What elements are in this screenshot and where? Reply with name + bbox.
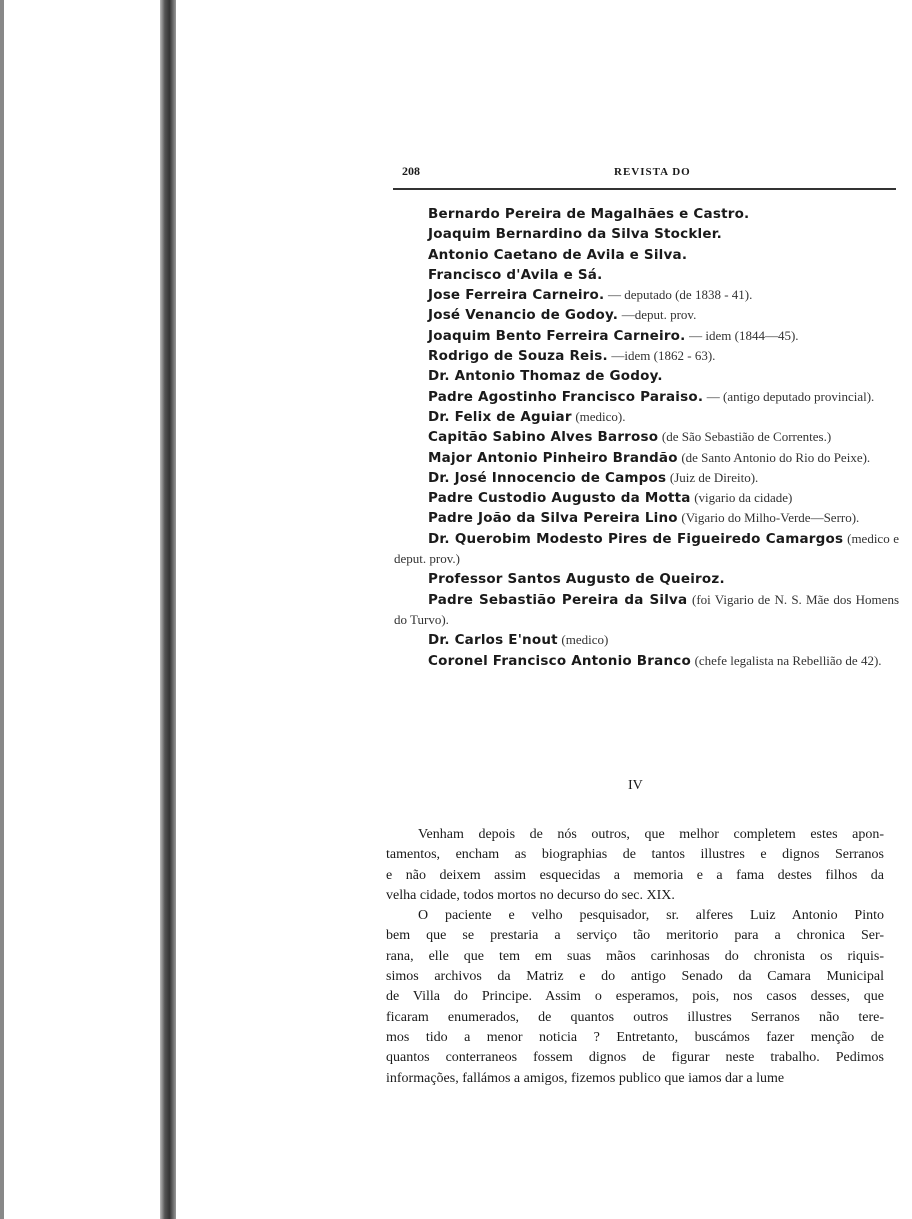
list-entry (394, 448, 899, 468)
list-entry (394, 346, 899, 366)
list-entry (394, 427, 899, 447)
body-line: O paciente e velho pesquisador, sr. alferes Luiz Antonio Pinto (418, 908, 884, 924)
body-line: quantos conterraneos fossem dignos de figurar neste trabalho. Pedimos (386, 1050, 884, 1066)
list-entry (394, 265, 899, 285)
list-entry (394, 529, 899, 570)
list-entry (394, 305, 899, 325)
body-line: simos archivos da Matriz e do antigo Senado da Camara Municipal (386, 969, 884, 985)
list-entry (394, 488, 899, 508)
scan-left-edge (0, 0, 4, 1219)
entry-note: —idem (1862 - 63). (611, 348, 716, 364)
book-binding-shadow (160, 0, 176, 1219)
entry-note: (de Santo Antonio do Rio do Peixe). (681, 449, 871, 465)
list-entry (394, 407, 899, 427)
entry-note: (medico). (575, 408, 626, 424)
entry-note: (foi Vigario de N. S. Mãe dos Homens do Turvo). (394, 591, 900, 627)
entry-name: Dr. Felix de Aguiar (428, 408, 572, 425)
page-number: 208 (402, 164, 420, 178)
list-entry (394, 326, 899, 346)
entry-note: —deput. prov. (621, 307, 697, 323)
running-title: REVISTA DO (614, 166, 691, 178)
entry-name: Jose Ferreira Carneiro. (428, 287, 605, 304)
body-line: tamentos, encham as biographias de tantos illustres e dignos Serranos (386, 847, 884, 863)
body-text (386, 825, 884, 1089)
entry-name: Padre Custodio Augusto da Motta (428, 490, 691, 507)
entry-note: (Juiz de Direito). (669, 469, 759, 485)
entry-note: — idem (1844—45). (689, 327, 799, 343)
list-entry (394, 204, 899, 224)
entry-note: (Vigario do Milho-Verde—Serro). (681, 510, 860, 526)
list-entry (394, 224, 899, 244)
body-line: ficaram enumerados, de quantos outros illustres Serranos não tere- (386, 1009, 884, 1025)
entry-name: Dr. José Innocencio de Campos (428, 469, 667, 486)
list-entry (394, 387, 899, 407)
entry-name: Bernardo Pereira de Magalhães e Castro. (428, 206, 750, 222)
entry-name: Rodrigo de Souza Reis. (428, 348, 608, 365)
entry-note: (de São Sebastião de Correntes.) (661, 429, 832, 445)
list-entry (394, 590, 899, 631)
body-line: e não deixem assim esquecidas a memoria e a fama destes filhos da (386, 867, 884, 883)
entry-note: — (antigo deputado provincial). (706, 388, 875, 404)
entry-name: Francisco d'Avila e Sá. (428, 266, 603, 283)
entry-name: Joaquim Bento Ferreira Carneiro. (428, 327, 686, 344)
entry-name: Padre Sebastião Pereira da Silva (428, 591, 688, 608)
section-heading: IV (628, 778, 643, 793)
entry-name: Dr. Querobim Modesto Pires de Figueiredo Camargos (428, 530, 844, 547)
list-entry (394, 508, 899, 528)
list-entry (394, 366, 899, 386)
body-line: informações, fallámos a amigos, fizemos publico que iamos dar a lume (386, 1070, 785, 1086)
list-entry (394, 285, 899, 305)
name-list (394, 204, 899, 671)
entry-name: Padre João da Silva Pereira Lino (428, 510, 678, 527)
body-line: velha cidade, todos mortos no decurso do sec. XIX. (386, 887, 675, 903)
entry-name: Dr. Antonio Thomaz de Godoy. (428, 368, 663, 385)
body-line: bem que se prestaria a serviço tão meritorio para a chronica Ser- (386, 928, 884, 944)
entry-name: José Venancio de Godoy. (428, 307, 619, 324)
entry-name: Capitão Sabino Alves Barroso (428, 429, 659, 446)
body-line: rana, elle que tem em suas mãos carinhosas do chronista os riquis- (386, 948, 884, 964)
entry-name: Dr. Carlos E'nout (428, 632, 558, 649)
entry-note: (vigario da cidade) (694, 490, 793, 506)
list-entry (394, 569, 899, 589)
entry-name: Joaquim Bernardino da Silva Stockler. (428, 226, 722, 243)
entry-name: Padre Agostinho Francisco Paraiso. (428, 388, 704, 405)
list-entry (394, 245, 899, 265)
body-line: de Villa do Principe. Assim o esperamos, pois, nos casos desses, que (386, 989, 884, 1005)
header-rule (393, 188, 896, 190)
list-entry (394, 651, 899, 671)
entry-name: Major Antonio Pinheiro Brandão (428, 449, 678, 466)
body-line: Venham depois de nós outros, que melhor completem estes apon- (418, 827, 884, 842)
entry-note: (medico) (561, 632, 609, 648)
entry-note: (medico e deput. prov.) (394, 530, 899, 567)
body-line: mos tido a menor noticia ? Entretanto, buscámos fazer menção de (386, 1029, 884, 1045)
entry-note: — deputado (de 1838 - 41). (607, 287, 753, 303)
running-header (402, 164, 896, 184)
entry-name: Professor Santos Augusto de Queiroz. (428, 571, 725, 588)
list-entry (394, 630, 899, 650)
entry-name: Coronel Francisco Antonio Branco (428, 652, 691, 669)
entry-name: Antonio Caetano de Avila e Silva. (428, 246, 688, 263)
entry-note: (chefe legalista na Rebellião de 42). (694, 652, 882, 668)
list-entry (394, 468, 899, 488)
